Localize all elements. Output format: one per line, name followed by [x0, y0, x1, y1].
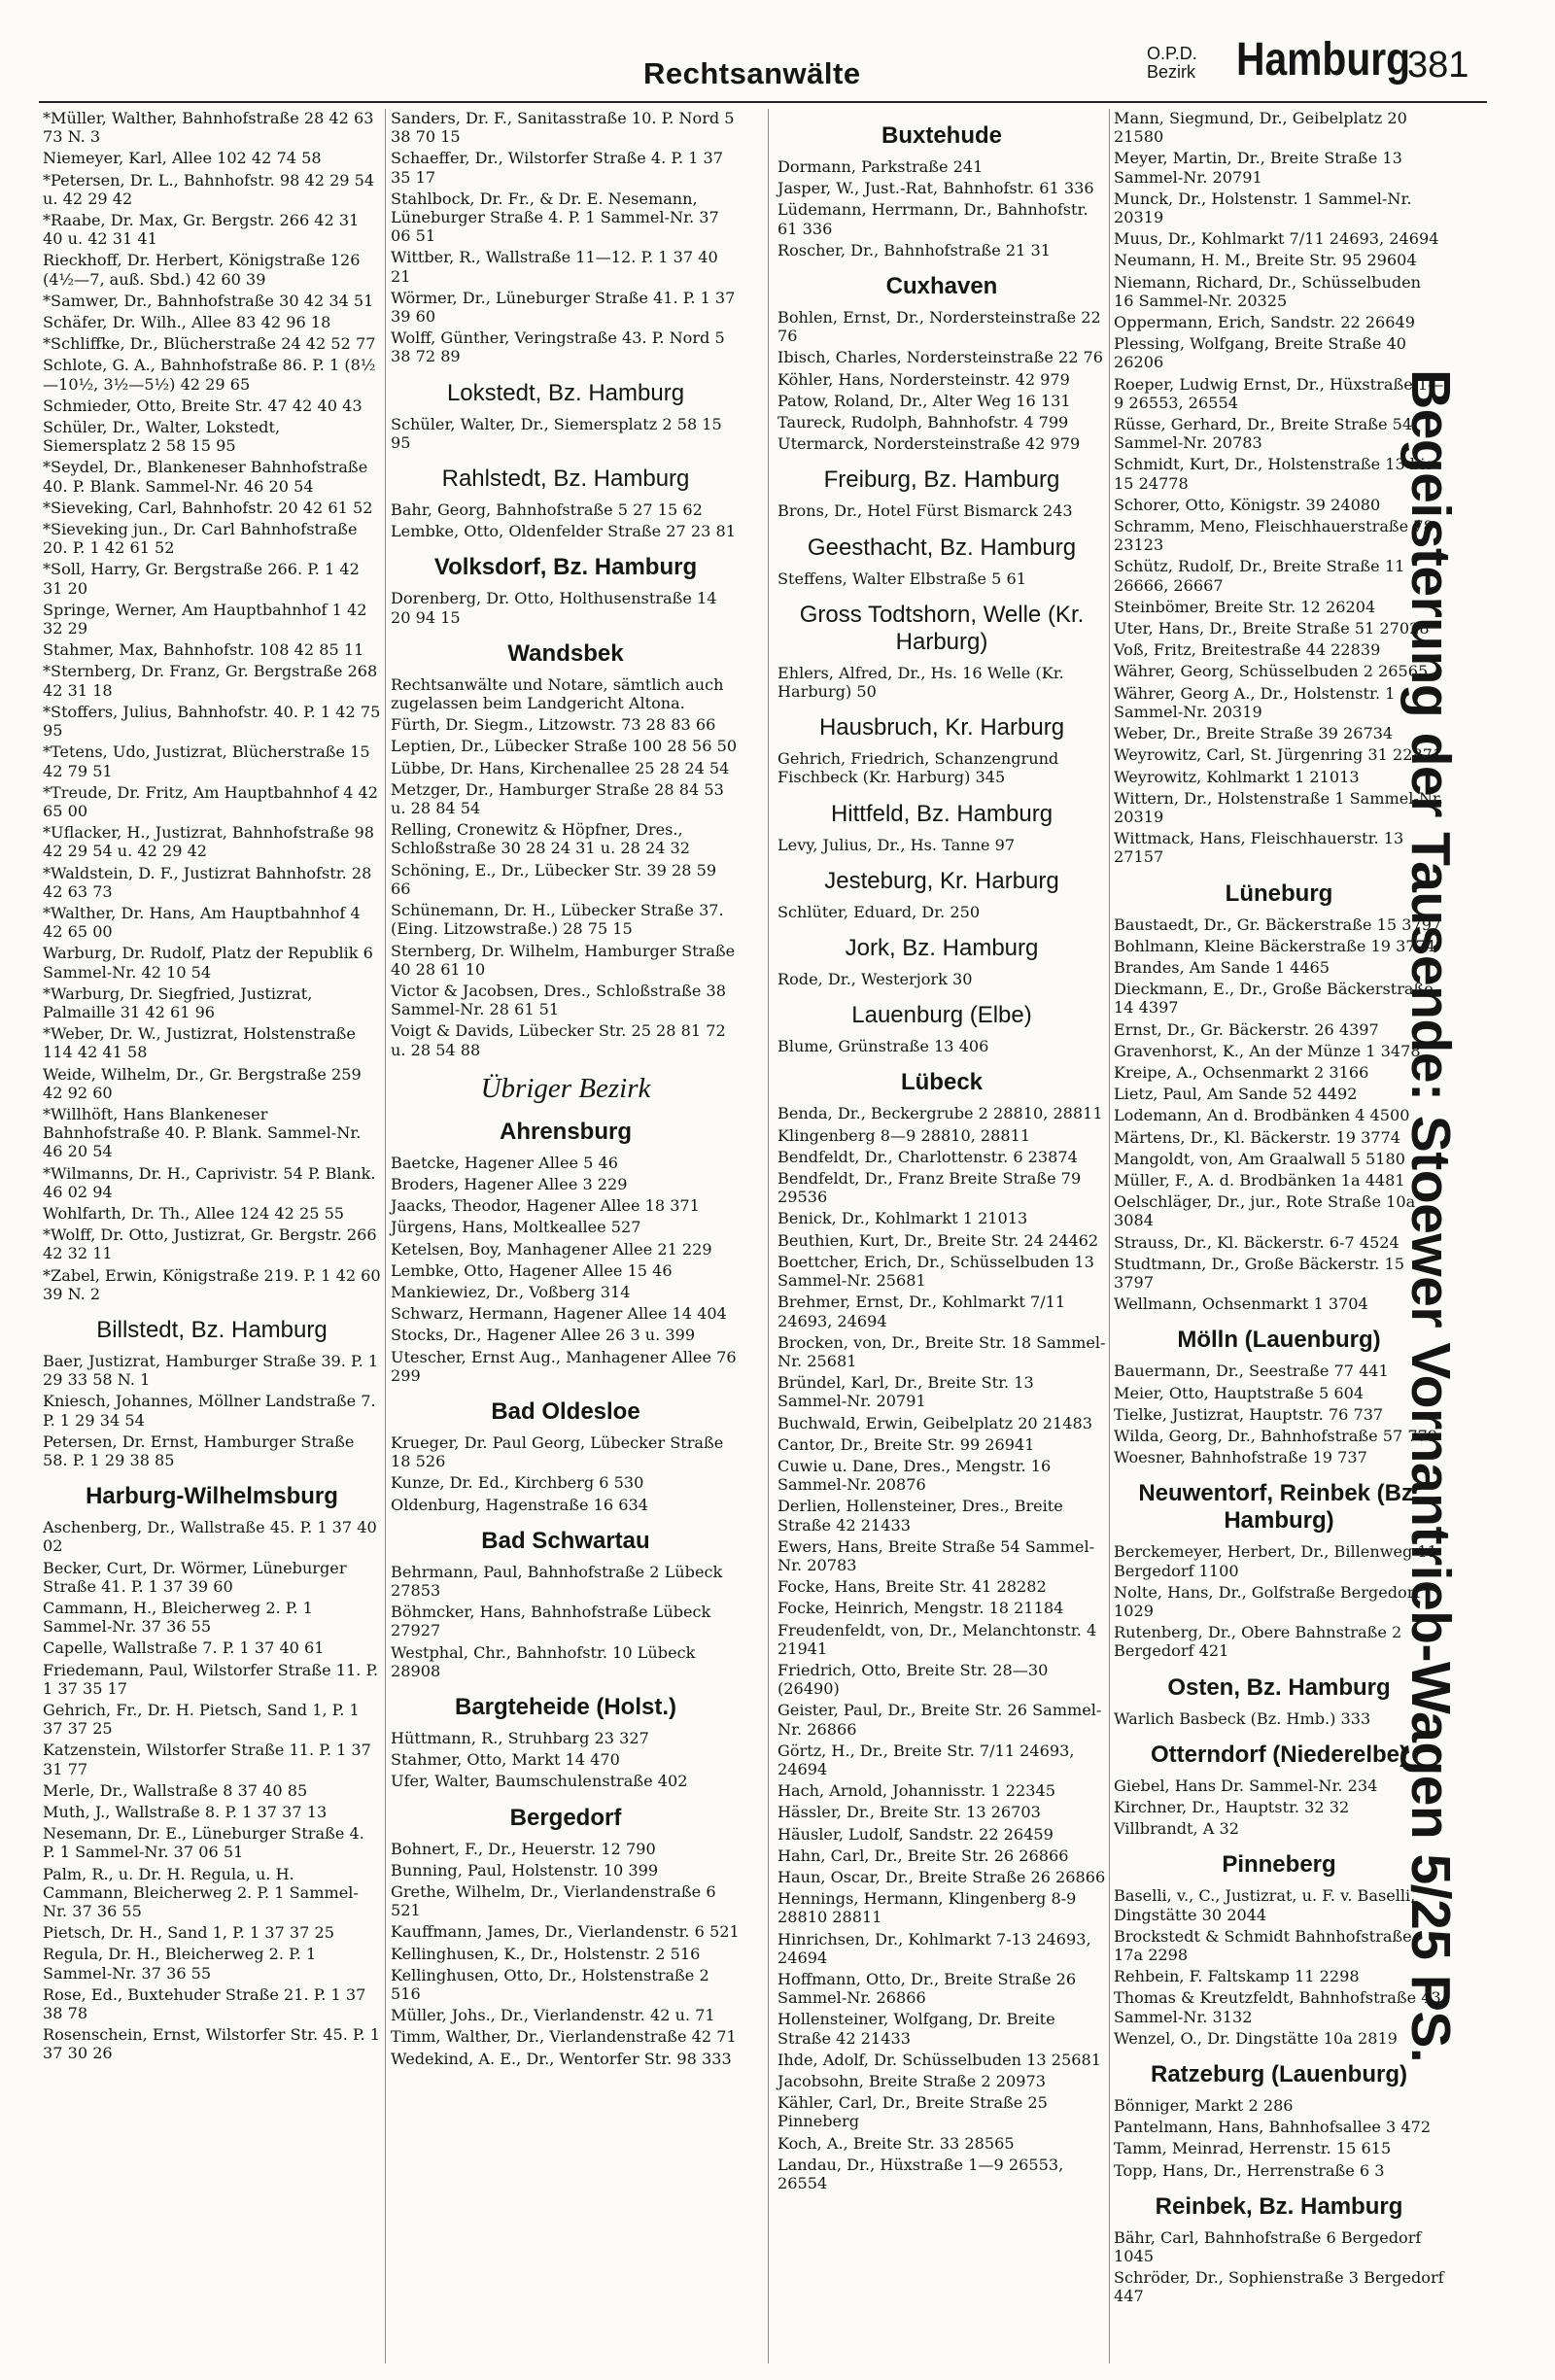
directory-entry: *Uflacker, H., Justizrat, Bahnhofstraße 98 42 29 54 u. 42 29 42 — [43, 823, 374, 861]
directory-entry: Rose, Ed., Buxtehuder Straße 21. P. 1 37 38 78 — [43, 1984, 366, 2023]
directory-entry: Lietz, Paul, Am Sande 52 4492 — [1114, 1085, 1358, 1104]
directory-entry: Schüler, Dr., Walter, Lokstedt, Siemersplatz 2 58 15 95 — [43, 418, 281, 456]
directory-entry: Müller, F., A. d. Brodbänken 1a 4481 — [1114, 1170, 1405, 1190]
directory-entry: *Willhöft, Hans Blankeneser Bahnhofstraße 40. P. Blank. Sammel-Nr. 46 20 54 — [43, 1104, 362, 1161]
section-heading: Volksdorf, Bz. Hamburg — [433, 554, 698, 581]
directory-entry: Stahmer, Max, Bahnhofstr. 108 42 85 11 — [43, 640, 364, 660]
directory-entry: Gravenhorst, K., An der Münze 1 3478 — [1114, 1041, 1421, 1060]
directory-entry: Lübbe, Dr. Hans, Kirchenallee 25 28 24 54 — [391, 758, 730, 777]
directory-entry: Bahr, Georg, Bahnhofstraße 5 27 15 62 — [391, 500, 703, 520]
directory-entry: Bähr, Carl, Bahnhofstraße 6 Bergedorf 1045 — [1114, 2227, 1422, 2266]
directory-entry: Mankiewiez, Dr., Voßberg 314 — [391, 1282, 631, 1301]
directory-entry: Landau, Dr., Hüxstraße 1—9 26553, 26554 — [778, 2155, 1064, 2193]
directory-entry: Köhler, Hans, Nordersteinstr. 42 979 — [778, 369, 1070, 389]
column-divider — [1109, 109, 1110, 2363]
directory-entry: Ihde, Adolf, Dr. Schüsselbuden 13 25681 — [778, 2050, 1101, 2069]
directory-entry: Schäfer, Dr. Wilh., Allee 83 42 96 18 — [43, 313, 331, 332]
section-heading: Harburg-Wilhelmsburg — [86, 1483, 338, 1510]
directory-entry: Neumann, H. M., Breite Str. 95 29604 — [1114, 251, 1417, 270]
directory-entry: Jaacks, Theodor, Hagener Allee 18 371 — [391, 1196, 700, 1216]
directory-entry: Oldenburg, Hagenstraße 16 634 — [391, 1495, 648, 1514]
directory-entry: Roscher, Dr., Bahnhofstraße 21 31 — [778, 240, 1051, 259]
directory-entry: Giebel, Hans Dr. Sammel-Nr. 234 — [1114, 1776, 1378, 1795]
directory-entry: Cantor, Dr., Breite Str. 99 26941 — [778, 1434, 1035, 1454]
section-heading: Ratzeburg (Lauenburg) — [1151, 2061, 1407, 2088]
directory-entry: Brocken, von, Dr., Breite Str. 18 Sammel-Nr. 25681 — [778, 1332, 1106, 1370]
directory-entry: Patow, Roland, Dr., Alter Weg 16 131 — [778, 391, 1071, 410]
directory-entry: Cuwie u. Dane, Dres., Mengstr. 16 Sammel-Nr. 20876 — [778, 1456, 1052, 1495]
directory-entry: Bründel, Karl, Dr., Breite Str. 13 Sammel-Nr. 20791 — [778, 1373, 1034, 1411]
directory-entry: Steffens, Walter Elbstraße 5 61 — [778, 569, 1026, 588]
section-heading: Billstedt, Bz. Hamburg — [96, 1316, 328, 1343]
directory-entry: Tielke, Justizrat, Hauptstr. 76 737 — [1114, 1404, 1384, 1424]
section-heading: Freiburg, Bz. Hamburg — [823, 466, 1060, 494]
directory-entry: Oelschläger, Dr., jur., Rote Straße 10a 3084 — [1114, 1192, 1416, 1230]
directory-entry: Becker, Curt, Dr. Wörmer, Lüneburger Straße 41. P. 1 37 39 60 — [43, 1558, 347, 1596]
directory-entry: Voigt & Davids, Lübecker Str. 25 28 81 72 u. 28 54 88 — [391, 1021, 726, 1059]
directory-entry: *Petersen, Dr. L., Bahnhofstr. 98 42 29 54 u. 42 29 42 — [43, 170, 375, 208]
directory-entry: Währer, Georg A., Dr., Holstenstr. 1 Sammel-Nr. 20319 — [1114, 683, 1396, 721]
directory-entry: Strauss, Dr., Kl. Bäckerstr. 6-7 4524 — [1114, 1232, 1400, 1252]
bezirk-label: Bezirk — [1147, 62, 1196, 82]
directory-entry: Klingenberg 8—9 28810, 28811 — [778, 1125, 1031, 1145]
directory-entry: *Waldstein, D. F., Justizrat Bahnhofstr. 28 42 63 73 — [43, 863, 372, 901]
directory-entry: Utermarck, Nordersteinstraße 42 979 — [778, 434, 1081, 454]
section-heading: Neuwentorf, Reinbek (Bz. Hamburg) — [1138, 1480, 1420, 1535]
directory-entry: Niemann, Richard, Dr., Schüsselbuden 16 Sammel-Nr. 20325 — [1114, 272, 1422, 310]
directory-entry: Jasper, W., Just.-Rat, Bahnhofstr. 61 336 — [778, 179, 1094, 198]
directory-entry: Boettcher, Erich, Dr., Schüsselbuden 13 Sammel-Nr. 25681 — [778, 1252, 1094, 1291]
directory-entry: Cammann, H., Bleicherweg 2. P. 1 Sammel-Nr. 37 36 55 — [43, 1599, 313, 1637]
directory-entry: Studtmann, Dr., Große Bäckerstr. 15 3797 — [1114, 1254, 1405, 1292]
section-heading: Gross Todtshorn, Welle (Kr. Harburg) — [799, 601, 1085, 655]
directory-entry: Pietsch, Dr. H., Sand 1, P. 1 37 37 25 — [43, 1923, 334, 1943]
directory-entry: Tamm, Meinrad, Herrenstr. 15 615 — [1114, 2139, 1392, 2158]
directory-entry: Rechtsanwälte und Notare, sämtlich auch zugelassen beim Landgericht Altona. — [391, 674, 724, 713]
section-heading: Lauenburg (Elbe) — [851, 1002, 1032, 1029]
directory-entry: Wittmack, Hans, Fleischhauerstr. 13 27157 — [1114, 829, 1404, 867]
directory-entry: Schorer, Otto, Königstr. 39 24080 — [1114, 495, 1381, 514]
directory-entry: Wolff, Günther, Veringstraße 43. P. Nord 5 38 72 89 — [391, 328, 725, 366]
directory-entry: Friedrich, Otto, Breite Str. 28—30 (26490) — [778, 1660, 1049, 1699]
directory-entry: Schwarz, Hermann, Hagener Allee 14 404 — [391, 1304, 727, 1324]
directory-entry: Brehmer, Ernst, Dr., Kohlmarkt 7/11 24693, 24694 — [778, 1293, 1066, 1330]
directory-entry: Schünemann, Dr. H., Lübecker Straße 37. (Eing. Litzowstraße.) 28 75 15 — [391, 901, 724, 939]
directory-entry: Fürth, Dr. Siegm., Litzowstr. 73 28 83 66 — [391, 715, 716, 735]
directory-entry: Taureck, Rudolph, Bahnhofstr. 4 799 — [778, 413, 1069, 432]
directory-entry: Berckemeyer, Herbert, Dr., Billenweg 11 Bergedorf 1100 — [1114, 1542, 1437, 1580]
directory-entry: Regula, Dr. H., Bleicherweg 2. P. 1 Sammel-Nr. 37 36 55 — [43, 1945, 317, 1983]
directory-entry: *Wolff, Dr. Otto, Justizrat, Gr. Bergstr. 266 42 32 11 — [43, 1225, 377, 1263]
directory-entry: Niemeyer, Karl, Allee 102 42 74 58 — [43, 149, 322, 168]
directory-entry: *Zabel, Erwin, Königstraße 219. P. 1 42 60 39 N. 2 — [43, 1265, 381, 1303]
directory-entry: Baer, Justizrat, Hamburger Straße 39. P. 1 29 33 58 N. 1 — [43, 1351, 379, 1390]
directory-entry: Schröder, Dr., Sophienstraße 3 Bergedorf 447 — [1114, 2268, 1444, 2306]
directory-entry: Dorenberg, Dr. Otto, Holthusenstraße 14 20 94 15 — [391, 589, 717, 627]
directory-entry: Beuthien, Kurt, Dr., Breite Str. 24 24462 — [778, 1230, 1099, 1250]
directory-entry: Ufer, Walter, Baumschulenstraße 402 — [391, 1772, 688, 1791]
directory-entry: Derlien, Hollensteiner, Dres., Breite Straße 42 21433 — [778, 1497, 1063, 1535]
section-heading: Lokstedt, Bz. Hamburg — [446, 379, 685, 406]
section-heading: Jork, Bz. Hamburg — [845, 935, 1039, 962]
directory-entry: Schütz, Rudolf, Dr., Breite Straße 11 26666, 26667 — [1114, 557, 1405, 595]
directory-entry: Timm, Walther, Dr., Vierlandenstraße 42 71 — [391, 2027, 737, 2047]
directory-entry: *Schliffke, Dr., Blücherstraße 24 42 52 77 — [43, 334, 376, 354]
section-heading: Bad Schwartau — [481, 1527, 650, 1554]
directory-entry: Petersen, Dr. Ernst, Hamburger Straße 58. P. 1 29 38 85 — [43, 1431, 355, 1469]
section-heading: Hittfeld, Bz. Hamburg — [830, 800, 1054, 827]
directory-entry: Jacobsohn, Breite Straße 2 20973 — [778, 2072, 1046, 2091]
section-heading: Reinbek, Bz. Hamburg — [1155, 2192, 1403, 2220]
directory-entry: Buchwald, Erwin, Geibelplatz 20 21483 — [778, 1413, 1092, 1432]
page-title: Rechtsanwälte — [643, 56, 861, 90]
directory-entry: Lodemann, An d. Brodbänken 4 4500 — [1114, 1106, 1410, 1125]
directory-entry: *Stoffers, Julius, Bahnhofstr. 40. P. 1 42 75 95 — [43, 702, 381, 741]
directory-entry: Warburg, Dr. Rudolf, Platz der Republik 6 Sammel-Nr. 42 10 54 — [43, 944, 373, 982]
directory-entry: Bauermann, Dr., Seestraße 77 441 — [1114, 1362, 1389, 1381]
directory-entry: Schüler, Walter, Dr., Siemersplatz 2 58 15 95 — [391, 414, 722, 452]
directory-entry: Sanders, Dr. F., Sanitasstraße 10. P. Nord 5 38 70 15 — [391, 109, 735, 147]
directory-entry: Kauffmann, James, Dr., Vierlandenstr. 6 521 — [391, 1922, 740, 1942]
directory-entry: Weyrowitz, Kohlmarkt 1 21013 — [1114, 767, 1360, 786]
directory-entry: Wörmer, Dr., Lüneburger Straße 41. P. 1 37 39 60 — [391, 288, 736, 327]
directory-entry: Görtz, H., Dr., Breite Str. 7/11 24693, 24694 — [778, 1741, 1075, 1778]
directory-entry: Rode, Dr., Westerjork 30 — [778, 970, 973, 989]
directory-entry: Katzenstein, Wilstorfer Straße 11. P. 1 37 31 77 — [43, 1741, 371, 1778]
directory-entry: Nolte, Hans, Dr., Golfstraße Bergedorf 1029 — [1114, 1582, 1421, 1620]
directory-entry: *Sternberg, Dr. Franz, Gr. Bergstraße 268 42 31 18 — [43, 662, 378, 700]
directory-entry: Hinrichsen, Dr., Kohlmarkt 7-13 24693, 24694 — [778, 1929, 1091, 1967]
section-heading: Otterndorf (Niederelbe) — [1150, 1741, 1408, 1768]
directory-entry: Ketelsen, Boy, Manhagener Allee 21 229 — [391, 1239, 712, 1259]
directory-entry: *Müller, Walther, Bahnhofstraße 28 42 63 73 N. 3 — [43, 109, 374, 147]
directory-entry: Geister, Paul, Dr., Breite Str. 26 Sammel-Nr. 26866 — [778, 1701, 1102, 1739]
directory-entry: Stahmer, Otto, Markt 14 470 — [391, 1750, 620, 1770]
directory-entry: Springe, Werner, Am Hauptbahnhof 1 42 32 29 — [43, 600, 367, 638]
directory-entry: Meyer, Martin, Dr., Breite Straße 13 Sammel-Nr. 20791 — [1114, 149, 1402, 187]
directory-entry: Rutenberg, Dr., Obere Bahnstraße 2 Bergedorf 421 — [1114, 1623, 1402, 1661]
section-heading: Pinneberg — [1222, 1851, 1336, 1879]
directory-entry: Roeper, Ludwig Ernst, Dr., Hüxstraße 1—9 26553, 26554 — [1114, 374, 1444, 412]
city-title: Hamburg — [1236, 34, 1411, 86]
directory-entry: Steinbömer, Breite Str. 12 26204 — [1114, 597, 1376, 616]
directory-entry: Freudenfeldt, von, Dr., Melanchtonstr. 4 21941 — [778, 1620, 1097, 1658]
directory-entry: Krueger, Dr. Paul Georg, Lübecker Straße 18 526 — [391, 1432, 724, 1471]
directory-entry: *Weber, Dr. W., Justizrat, Holstenstraße 114 42 41 58 — [43, 1024, 356, 1062]
directory-entry: Villbrandt, A 32 — [1114, 1819, 1239, 1839]
directory-entry: Kellinghusen, Otto, Dr., Holstenstraße 2 516 — [391, 1965, 709, 2004]
directory-entry: *Treude, Dr. Fritz, Am Hauptbahnhof 4 42 65 00 — [43, 782, 379, 820]
directory-entry: Schramm, Meno, Fleischhauerstraße 78 23123 — [1114, 517, 1434, 555]
directory-entry: Rosenschein, Ernst, Wilstorfer Str. 45. P. 1 37 30 26 — [43, 2025, 380, 2063]
section-heading: Bargteheide (Holst.) — [454, 1693, 677, 1720]
section-heading: Mölln (Lauenburg) — [1177, 1327, 1381, 1354]
header-rule — [39, 101, 1487, 103]
directory-entry: Hüttmann, R., Struhbarg 23 327 — [391, 1728, 649, 1747]
directory-entry: Baustaedt, Dr., Gr. Bäckerstraße 15 3797 — [1114, 914, 1442, 934]
directory-entry: Woesner, Bahnhofstraße 19 737 — [1114, 1448, 1367, 1467]
directory-entry: Stocks, Dr., Hagener Allee 26 3 u. 399 — [391, 1326, 696, 1345]
directory-entry: Pantelmann, Hans, Bahnhofsallee 3 472 — [1114, 2118, 1432, 2137]
directory-entry: Ibisch, Charles, Nordersteinstraße 22 76 — [778, 348, 1104, 367]
directory-entry: Schlüter, Eduard, Dr. 250 — [778, 902, 981, 921]
directory-entry: Grethe, Wilhelm, Dr., Vierlandenstraße 6 521 — [391, 1882, 716, 1920]
section-heading: Lübeck — [900, 1069, 984, 1096]
directory-entry: Warlich Basbeck (Bz. Hmb.) 333 — [1114, 1708, 1371, 1728]
directory-entry: Schlote, G. A., Bahnhofstraße 86. P. 1 (8½—10½, 3½—5½) 42 29 65 — [43, 356, 376, 394]
section-heading: Wandsbek — [507, 639, 624, 667]
directory-entry: *Tetens, Udo, Justizrat, Blücherstraße 15 42 79 51 — [43, 742, 370, 780]
directory-entry: Bohnert, F., Dr., Heuerstr. 12 790 — [391, 1839, 656, 1858]
directory-entry: Bönniger, Markt 2 286 — [1114, 2096, 1294, 2116]
directory-entry: Brons, Dr., Hotel Fürst Bismarck 243 — [778, 501, 1073, 521]
directory-entry: Währer, Georg, Schüsselbuden 2 26565 — [1114, 662, 1429, 681]
section-heading: Übriger Bezirk — [480, 1072, 651, 1104]
directory-entry: Utescher, Ernst Aug., Manhagener Allee 76 299 — [391, 1347, 737, 1385]
directory-entry: Kniesch, Johannes, Möllner Landstraße 7. P. 1 29 34 54 — [43, 1392, 376, 1430]
vertical-advertisement: Begeisterung der Tausende: Stoewer Vornantrieb-Wagen 5/25 PS. — [1400, 369, 1462, 2063]
directory-entry: Brockstedt & Schmidt Bahnhofstraße 17a 2298 — [1114, 1926, 1412, 1965]
page-number: 381 — [1407, 45, 1469, 86]
section-heading: Lüneburg — [1225, 880, 1333, 907]
directory-entry: Schmidt, Kurt, Dr., Holstenstraße 13 bis 15 24778 — [1114, 455, 1434, 493]
directory-entry: Weide, Wilhelm, Dr., Gr. Bergstraße 259 42 92 60 — [43, 1064, 362, 1102]
directory-entry: Weyrowitz, Carl, St. Jürgenring 31 22871 — [1114, 745, 1443, 765]
section-heading: Hausbruch, Kr. Harburg — [818, 714, 1065, 742]
directory-entry: Benda, Dr., Beckergrube 2 28810, 28811 — [778, 1104, 1103, 1123]
directory-entry: Victor & Jacobsen, Dres., Schloßstraße 38 Sammel-Nr. 28 61 51 — [391, 981, 726, 1019]
directory-entry: Rehbein, F. Faltskamp 11 2298 — [1114, 1967, 1360, 1986]
directory-entry: Bohlen, Ernst, Dr., Nordersteinstraße 22 76 — [778, 308, 1101, 346]
section-heading: Bad Oldesloe — [491, 1397, 640, 1425]
directory-entry: Hach, Arnold, Johannisstr. 1 22345 — [778, 1781, 1055, 1801]
directory-entry: Hollensteiner, Wolfgang, Dr. Breite Straße 42 21433 — [778, 2010, 1055, 2048]
directory-entry: *Warburg, Dr. Siegfried, Justizrat, Palmaille 31 42 61 96 — [43, 983, 313, 1021]
directory-column-1 — [43, 109, 381, 2066]
directory-entry: Hennings, Hermann, Klingenberg 8-9 28810 28811 — [778, 1889, 1077, 1927]
directory-entry: Schmieder, Otto, Breite Str. 47 42 40 43 — [43, 396, 363, 415]
directory-entry: Stahlbock, Dr. Fr., & Dr. E. Nesemann, Lüneburger Straße 4. P. 1 Sammel-Nr. 37 06 51 — [391, 189, 719, 246]
directory-entry: Metzger, Dr., Hamburger Straße 28 84 53 u. 28 84 54 — [391, 779, 724, 818]
directory-entry: Märtens, Dr., Kl. Bäckerstr. 19 3774 — [1114, 1127, 1401, 1147]
section-heading: Osten, Bz. Hamburg — [1167, 1673, 1391, 1701]
directory-entry: Bendfeldt, Dr., Franz Breite Straße 79 29536 — [778, 1169, 1082, 1207]
directory-entry: Schöning, E., Dr., Lübecker Str. 39 28 59 66 — [391, 860, 717, 898]
directory-entry: Oppermann, Erich, Sandstr. 22 26649 — [1114, 313, 1415, 332]
directory-entry: Lembke, Otto, Oldenfelder Straße 27 23 81 — [391, 522, 736, 541]
directory-entry: Brandes, Am Sande 1 4465 — [1114, 957, 1330, 977]
directory-entry: Gehrich, Fr., Dr. H. Pietsch, Sand 1, P. 1 37 37 25 — [43, 1701, 360, 1739]
directory-entry: Gehrich, Friedrich, Schanzengrund Fischbeck (Kr. Harburg) 345 — [778, 749, 1059, 787]
directory-entry: Wittber, R., Wallstraße 11—12. P. 1 37 40 21 — [391, 248, 718, 286]
directory-column-2 — [391, 109, 741, 2071]
directory-entry: *Sieveking jun., Dr. Carl Bahnhofstraße 20. P. 1 42 61 52 — [43, 520, 358, 558]
directory-entry: Kirchner, Dr., Hauptstr. 32 32 — [1114, 1798, 1350, 1817]
district-label — [1147, 45, 1197, 82]
directory-entry: Wellmann, Ochsenmarkt 1 3704 — [1114, 1294, 1368, 1314]
directory-entry: Friedemann, Paul, Wilstorfer Straße 11. P. 1 37 35 17 — [43, 1660, 379, 1698]
directory-entry: Wedekind, A. E., Dr., Wentorfer Str. 98 333 — [391, 2049, 732, 2068]
directory-entry: Hoffmann, Otto, Dr., Breite Straße 26 Sammel-Nr. 26866 — [778, 1970, 1077, 2008]
directory-entry: Benick, Dr., Kohlmarkt 1 21013 — [778, 1209, 1028, 1228]
directory-entry: Dieckmann, E., Dr., Große Bäckerstraße 14 4397 — [1114, 980, 1434, 1018]
directory-entry: Baetcke, Hagener Allee 5 46 — [391, 1153, 619, 1172]
section-heading: Bergedorf — [509, 1804, 622, 1831]
directory-entry: Rüsse, Gerhard, Dr., Breite Straße 54 Sammel-Nr. 20783 — [1114, 415, 1413, 453]
directory-entry: Voß, Fritz, Breitestraße 44 22839 — [1114, 640, 1381, 660]
section-heading: Rahlstedt, Bz. Hamburg — [441, 466, 690, 493]
directory-entry: *Soll, Harry, Gr. Bergstraße 266. P. 1 42 31 20 — [43, 560, 360, 598]
directory-entry: Relling, Cronewitz & Höpfner, Dres., Schloßstraße 30 28 24 31 u. 28 24 32 — [391, 820, 691, 858]
directory-entry: Behrmann, Paul, Bahnhofstraße 2 Lübeck 27853 — [391, 1562, 723, 1600]
directory-entry: Mann, Siegmund, Dr., Geibelplatz 20 21580 — [1114, 109, 1407, 147]
directory-entry: Meier, Otto, Hauptstraße 5 604 — [1114, 1383, 1365, 1402]
directory-entry: Bendfeldt, Dr., Charlottenstr. 6 23874 — [778, 1147, 1078, 1166]
directory-entry: Dormann, Parkstraße 241 — [778, 157, 984, 176]
directory-entry: Böhmcker, Hans, Bahnhofstraße Lübeck 27927 — [391, 1603, 711, 1640]
directory-entry: Müller, Johs., Dr., Vierlandenstr. 42 u. 71 — [391, 2006, 715, 2025]
directory-entry: Ehlers, Alfred, Dr., Hs. 16 Welle (Kr. Harburg) 50 — [778, 663, 1064, 702]
directory-entry: Leptien, Dr., Lübecker Straße 100 28 56 50 — [391, 737, 738, 756]
directory-entry: *Samwer, Dr., Bahnhofstraße 30 42 34 51 — [43, 291, 374, 310]
directory-entry: Rieckhoff, Dr. Herbert, Königstraße 126 (4½—7, auß. Sbd.) 42 60 39 — [43, 251, 361, 289]
directory-entry: Plessing, Wolfgang, Breite Straße 40 26206 — [1114, 334, 1407, 372]
directory-entry: Wohlfarth, Dr. Th., Allee 124 42 25 55 — [43, 1203, 345, 1223]
directory-entry: *Sieveking, Carl, Bahnhofstr. 20 42 61 52 — [43, 498, 373, 517]
column-divider — [768, 109, 769, 2363]
directory-entry: Kähler, Carl, Dr., Breite Straße 25 Pinneberg — [778, 2093, 1048, 2131]
directory-entry: Palm, R., u. Dr. H. Regula, u. H. Cammann, Bleicherweg 2. P. 1 Sammel-Nr. 37 36 55 — [43, 1864, 359, 1921]
directory-entry: Kellinghusen, K., Dr., Holstenstr. 2 516 — [391, 1944, 701, 1963]
directory-entry: Wenzel, O., Dr. Dingstätte 10a 2819 — [1114, 2028, 1398, 2048]
directory-entry: Lüdemann, Herrmann, Dr., Bahnhofstr. 61 336 — [778, 200, 1088, 238]
directory-entry: Jürgens, Hans, Moltkeallee 527 — [391, 1218, 641, 1237]
directory-entry: Focke, Hans, Breite Str. 41 28282 — [778, 1577, 1047, 1597]
directory-entry: Merle, Dr., Wallstraße 8 37 40 85 — [43, 1780, 308, 1800]
directory-entry: *Wilmanns, Dr. H., Caprivistr. 54 P. Blank. 46 02 94 — [43, 1163, 376, 1201]
directory-entry: Sternberg, Dr. Wilhelm, Hamburger Straße 40 28 61 10 — [391, 941, 736, 979]
directory-entry: Ewers, Hans, Breite Straße 54 Sammel-Nr. 20783 — [778, 1536, 1095, 1574]
directory-entry: Haun, Oscar, Dr., Breite Straße 26 26866 — [778, 1867, 1106, 1886]
directory-entry: Bunning, Paul, Holstenstr. 10 399 — [391, 1860, 659, 1880]
directory-entry: Broders, Hagener Allee 3 229 — [391, 1174, 628, 1193]
directory-entry: Schaeffer, Dr., Wilstorfer Straße 4. P. 1 37 35 17 — [391, 149, 724, 187]
section-heading: Buxtehude — [881, 122, 1002, 149]
directory-entry: Aschenberg, Dr., Wallstraße 45. P. 1 37 40 02 — [43, 1518, 377, 1556]
directory-entry: *Seydel, Dr., Blankeneser Bahnhofstraße 40. P. Blank. Sammel-Nr. 46 20 54 — [43, 458, 368, 496]
directory-entry: Blume, Grünstraße 13 406 — [778, 1037, 989, 1056]
directory-entry: Muus, Dr., Kohlmarkt 7/11 24693, 24694 — [1114, 229, 1439, 249]
directory-entry: Mangoldt, von, Am Graalwall 5 5180 — [1114, 1149, 1405, 1168]
directory-column-3 — [778, 109, 1106, 2195]
opd-label: O.P.D. — [1147, 44, 1197, 63]
directory-entry: Wittern, Dr., Holstenstraße 1 Sammel-Nr. 20319 — [1114, 788, 1443, 826]
directory-entry: Levy, Julius, Dr., Hs. Tanne 97 — [778, 835, 1016, 854]
directory-entry: Hässler, Dr., Breite Str. 13 26703 — [778, 1803, 1041, 1822]
directory-entry: Weber, Dr., Breite Straße 39 26734 — [1114, 724, 1394, 743]
directory-entry: Bohlmann, Kleine Bäckerstraße 19 3774 — [1114, 936, 1436, 955]
directory-entry: Muth, J., Wallstraße 8. P. 1 37 37 13 — [43, 1803, 328, 1822]
directory-entry: Capelle, Wallstraße 7. P. 1 37 40 61 — [43, 1638, 325, 1658]
section-heading: Jesteburg, Kr. Harburg — [824, 867, 1059, 894]
directory-entry: Lembke, Otto, Hagener Allee 15 46 — [391, 1260, 673, 1280]
directory-entry: Kreipe, A., Ochsenmarkt 2 3166 — [1114, 1062, 1369, 1082]
section-heading: Cuxhaven — [885, 273, 998, 300]
directory-entry: Munck, Dr., Holstenstr. 1 Sammel-Nr. 20319 — [1114, 189, 1412, 227]
directory-entry: Ernst, Dr., Gr. Bäckerstr. 26 4397 — [1114, 1019, 1379, 1039]
section-heading: Geesthacht, Bz. Hamburg — [807, 534, 1077, 561]
directory-entry: Topp, Hans, Dr., Herrenstraße 6 3 — [1114, 2160, 1385, 2180]
directory-entry: Koch, A., Breite Str. 33 28565 — [778, 2133, 1015, 2153]
directory-entry: Häusler, Ludolf, Sandstr. 22 26459 — [778, 1824, 1054, 1844]
directory-entry: Westphal, Chr., Bahnhofstr. 10 Lübeck 28908 — [391, 1642, 696, 1680]
page-header — [0, 0, 1555, 97]
directory-entry: Hahn, Carl, Dr., Breite Str. 26 26866 — [778, 1845, 1069, 1865]
column-divider — [385, 109, 386, 2363]
directory-entry: Baselli, v., C., Justizrat, u. F. v. Baselli, Dingstätte 30 2044 — [1114, 1886, 1416, 1924]
directory-entry: Kunze, Dr. Ed., Kirchberg 6 530 — [391, 1473, 644, 1493]
directory-entry: *Raabe, Dr. Max, Gr. Bergstr. 266 42 31 40 u. 42 31 41 — [43, 211, 360, 249]
directory-entry: Focke, Heinrich, Mengstr. 18 21184 — [778, 1599, 1064, 1618]
directory-entry: Nesemann, Dr. E., Lüneburger Straße 4. P. 1 Sammel-Nr. 37 06 51 — [43, 1824, 364, 1862]
directory-entry: Uter, Hans, Dr., Breite Straße 51 27028 — [1114, 619, 1430, 638]
directory-entry: Wilda, Georg, Dr., Bahnhofstraße 57 779 — [1114, 1426, 1438, 1445]
directory-entry: *Walther, Dr. Hans, Am Hauptbahnhof 4 42 65 00 — [43, 903, 361, 942]
directory-entry: Thomas & Kreutzfeldt, Bahnhofstraße 43 Sammel-Nr. 3132 — [1114, 1988, 1441, 2026]
section-heading: Ahrensburg — [499, 1118, 632, 1145]
